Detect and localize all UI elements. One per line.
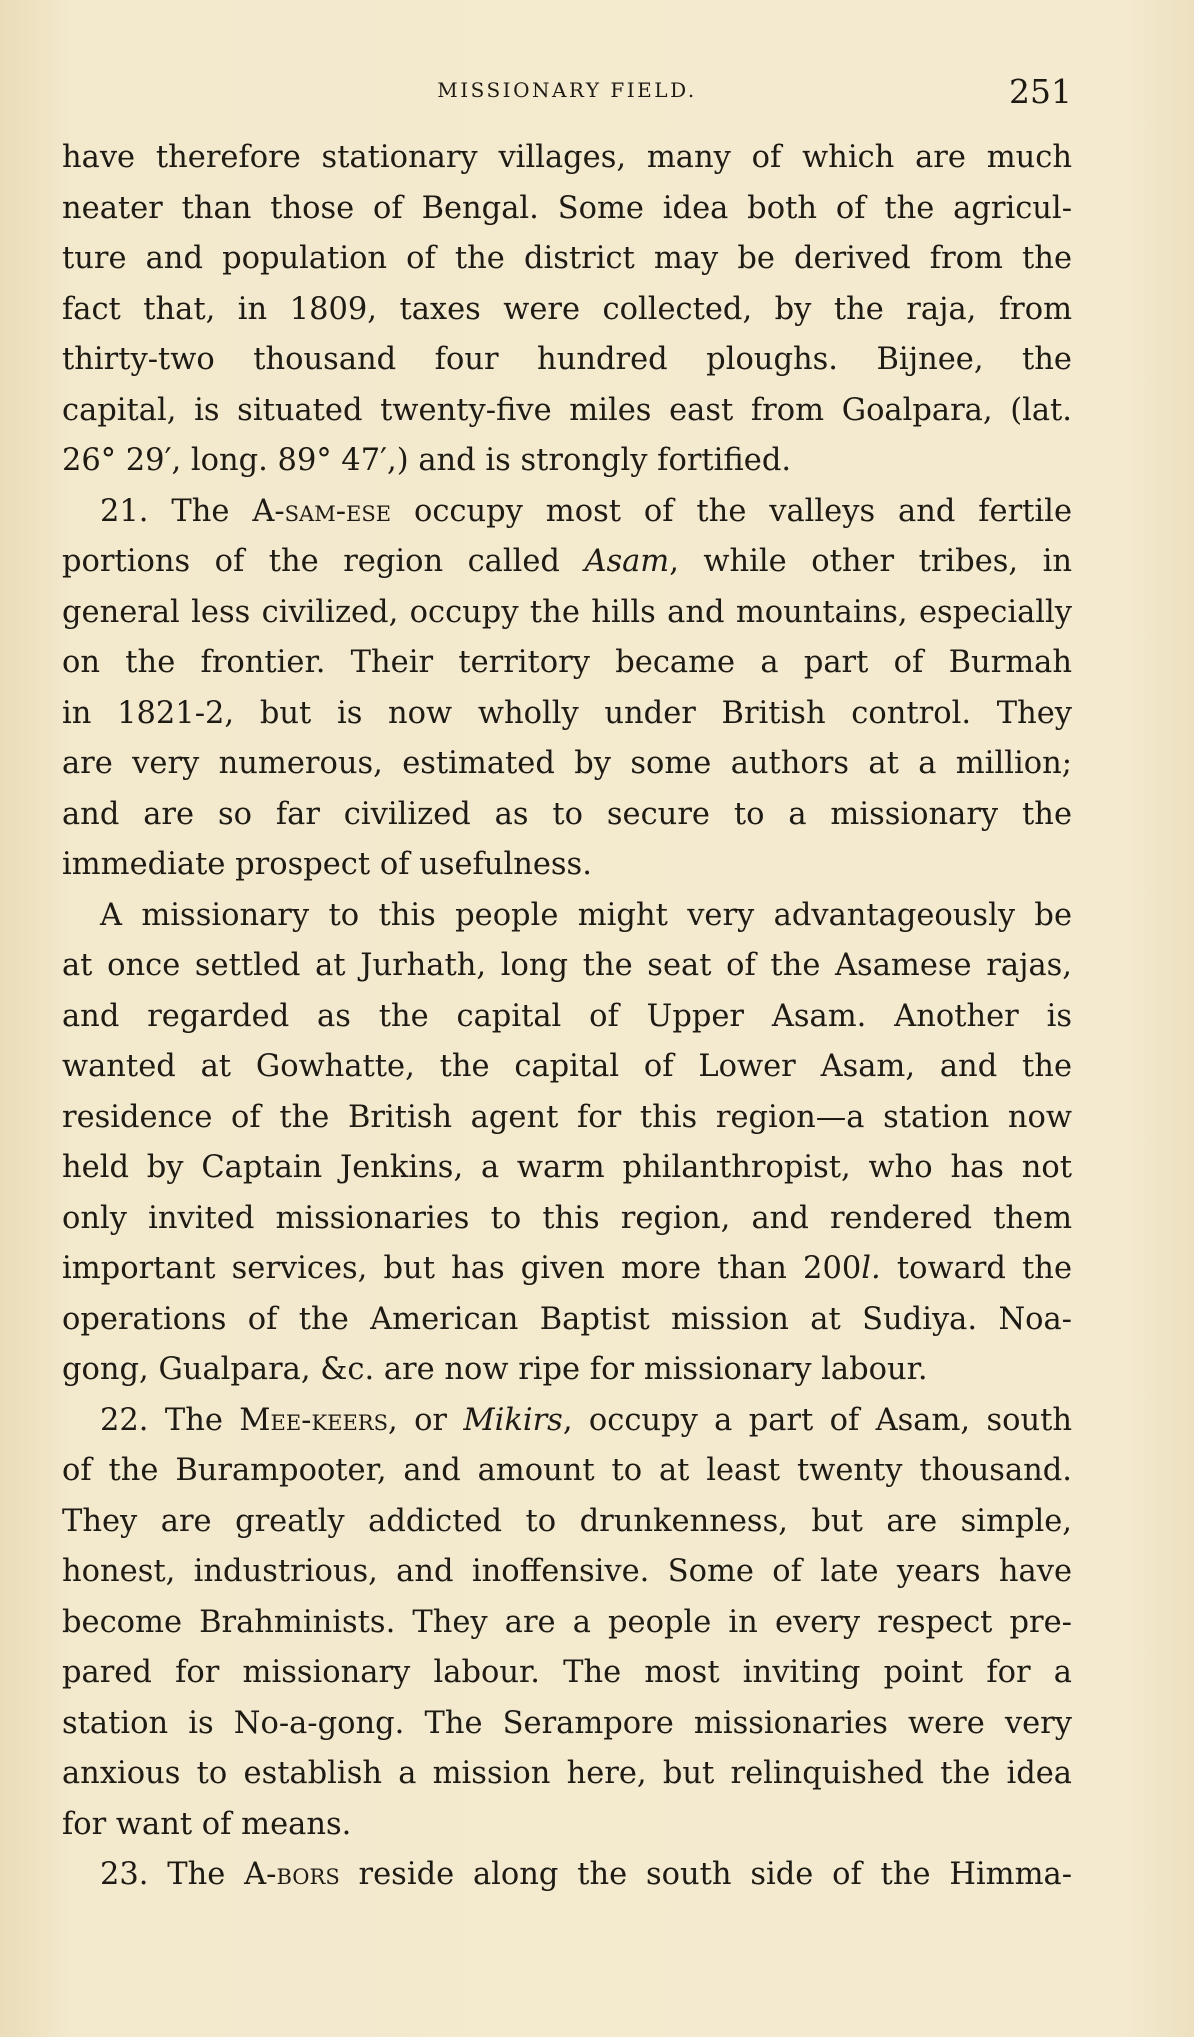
body-text (62, 133, 1072, 1901)
text-line: at once settled at Jurhath, long the seat of the Asamese rajas, (62, 948, 1072, 983)
text-line: thirty-two thousand four hundred ploughs. Bijnee, the (62, 342, 1072, 377)
text-line: become Brahminists. They are a people in every respect pre- (62, 1604, 1072, 1640)
text-line: and are so far civilized as to secure to a missionary the (62, 796, 1072, 832)
text-line: general less civilized, occupy the hills and mountains, especially (62, 594, 1072, 630)
text-line: of the Burampooter, and amount to at least twenty thousand. (62, 1453, 1072, 1488)
italic-term: Asam (584, 544, 670, 579)
text-line: pared for missionary labour. The most inviting point for a (62, 1655, 1072, 1690)
text-line: important services, but has given more than 200l. toward the (62, 1251, 1072, 1286)
text-line: station is No-a-gong. The Serampore missionaries were very (62, 1705, 1072, 1741)
text-line: held by Captain Jenkins, a warm philanthropist, who has not (62, 1150, 1072, 1185)
text-line: honest, industrious, and inoffensive. Some of late years have (62, 1554, 1072, 1589)
text-line: fact that, in 1809, taxes were collected, by the raja, from (62, 291, 1072, 327)
text-line: A missionary to this people might very advantageously be (100, 897, 1072, 933)
text-line: wanted at Gowhatte, the capital of Lower Asam, and the (62, 1049, 1072, 1084)
running-title: MISSIONARY FIELD. (437, 78, 697, 102)
text-line: 22. The Mee-keers, or Mikirs, occupy a part of Asam, south (100, 1402, 1072, 1438)
text-line: only invited missionaries to this region, and rendered them (62, 1200, 1072, 1236)
italic-term: l. (861, 1251, 881, 1286)
text-line: on the frontier. Their territory became a part of Burmah (62, 645, 1072, 680)
text-line: residence of the British agent for this region—a station now (62, 1099, 1072, 1135)
page-header (62, 72, 1072, 112)
text-line: for want of means. (62, 1806, 352, 1842)
text-line: 26° 29′, long. 89° 47′,) and is strongly fortified. (62, 443, 792, 478)
text-line: are very numerous, estimated by some authors at a million; (62, 746, 1072, 781)
text-line: 21. The A-sam-ese occupy most of the valleys and fertile (100, 493, 1072, 529)
text-line: immediate prospect of usefulness. (62, 847, 592, 882)
text-line: have therefore stationary villages, many of which are much (62, 140, 1072, 175)
page-number: 251 (1009, 72, 1072, 111)
tribe-name: A-sam-ese (252, 493, 392, 529)
text-line: and regarded as the capital of Upper Asam. Another is (62, 998, 1072, 1034)
text-line: 23. The A-bors reside along the south side of the Himma- (100, 1857, 1072, 1892)
text-line: They are greatly addicted to drunkenness, but are simple, (62, 1503, 1072, 1539)
text-line: anxious to establish a mission here, but relinquished the idea (62, 1756, 1072, 1791)
text-line: neater than those of Bengal. Some idea both of the agricul- (62, 190, 1072, 226)
tribe-name: Mee-keers (239, 1402, 389, 1438)
text-line: portions of the region called Asam, while other tribes, in (62, 544, 1072, 579)
italic-term: Mikirs (463, 1402, 563, 1438)
text-line: capital, is situated twenty-five miles east from Goalpara, (lat. (62, 392, 1072, 428)
tribe-name: A-bors (244, 1857, 340, 1892)
text-line: operations of the American Baptist mission at Sudiya. Noa- (62, 1301, 1072, 1337)
text-line: gong, Gualpara, &c. are now ripe for missionary labour. (62, 1352, 928, 1387)
text-line: in 1821-2, but is now wholly under British control. They (62, 695, 1072, 731)
text-line: ture and population of the district may be derived from the (62, 241, 1072, 276)
